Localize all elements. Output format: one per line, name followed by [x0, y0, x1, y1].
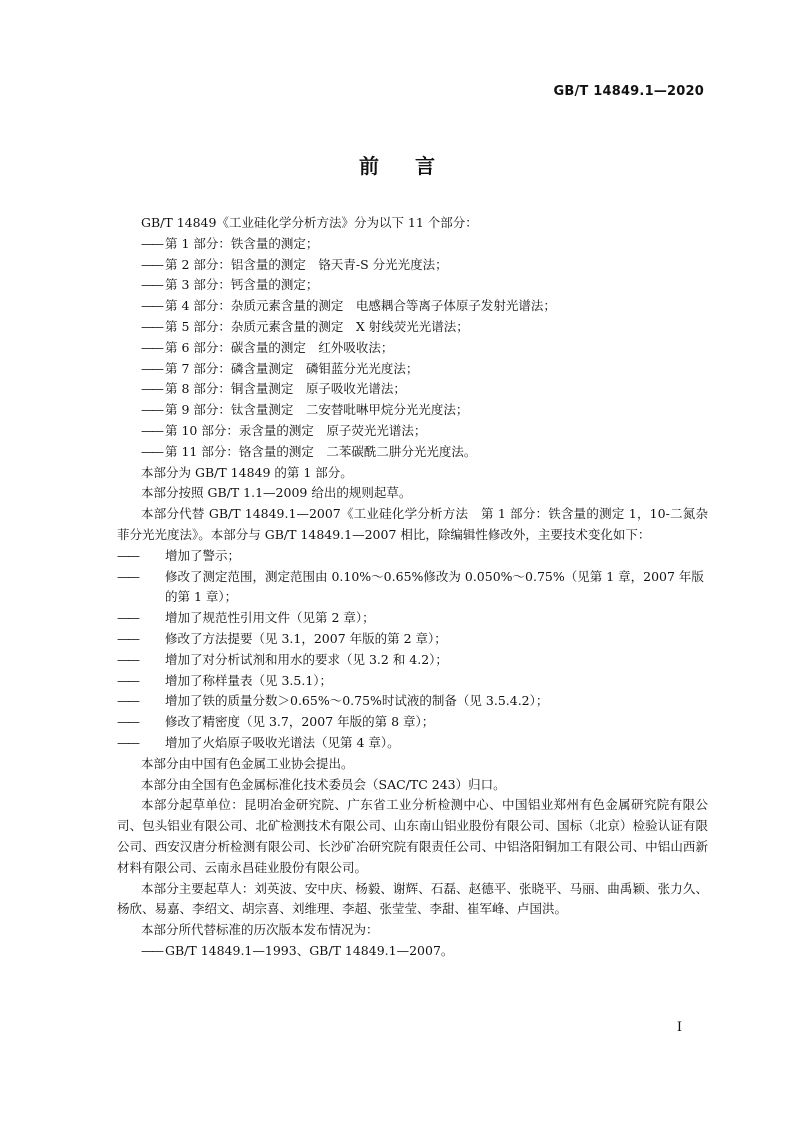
list-item: —— 增加了对分析试剂和用水的要求（见 3.2 和 4.2）； [117, 650, 708, 671]
dash-mark: —— [117, 568, 138, 584]
list-item: —— 第 7 部分：磷含量测定 磷钼蓝分光光度法； [117, 359, 708, 380]
list-item: —— 第 3 部分：钙含量的测定； [117, 275, 708, 296]
list-item: —— 增加了称样量表（见 3.5.1）； [117, 671, 708, 692]
list-item: —— 第 5 部分：杂质元素含量的测定 X 射线荧光光谱法； [117, 317, 708, 338]
parts-list [117, 234, 708, 463]
dash-mark: —— [141, 277, 162, 293]
dash-mark: —— [141, 381, 162, 397]
history-list [117, 941, 708, 962]
paragraph-drafters: 本部分主要起草人：刘英波、安中庆、杨毅、谢辉、石磊、赵德平、张晓平、马丽、曲禹颖、张力久、杨欣、易嘉、李绍文、胡宗喜、刘维理、李超、张莹莹、李甜、崔军峰、卢国洪。 [117, 880, 708, 917]
dash-mark: —— [141, 443, 162, 459]
paragraph-drafting-rules: 本部分按照 GB/T 1.1—2009 给出的规则起草。 [141, 485, 412, 501]
dash-mark: —— [141, 360, 162, 376]
paragraph-committee: 本部分由全国有色金属标准化技术委员会（SAC/TC 243）归口。 [141, 776, 506, 792]
dash-mark: —— [141, 942, 162, 958]
paragraph-part-number: 本部分为 GB/T 14849 的第 1 部分。 [141, 464, 353, 480]
page-number: I [676, 1020, 682, 1035]
page-title [0, 150, 794, 179]
list-item: —— 增加了火焰原子吸收光谱法（见第 4 章）。 [117, 733, 708, 754]
dash-mark: —— [117, 734, 138, 750]
list-item: —— 修改了精密度（见 3.7，2007 年版的第 8 章）； [117, 712, 708, 733]
dash-mark: —— [117, 547, 138, 563]
list-item: —— 第 4 部分：杂质元素含量的测定 电感耦合等离子体原子发射光谱法； [117, 296, 708, 317]
paragraph-drafting-units: 本部分起草单位：昆明冶金研究院、广东省工业分析检测中心、中国铝业郑州有色金属研究院有限公司、包头铝业有限公司、北矿检测技术有限公司、山东南山铝业股份有限公司、国标（北京）检验认证有限公司、西安汉唐分析检测有限公司、长沙矿冶研究院有限责任公司、中铝洛阳铜加工有限公司、中铝山西新材料有限公司、云南永昌硅业股份有限公司。 [117, 797, 708, 875]
paragraph-proposer: 本部分由中国有色金属工业协会提出。 [141, 755, 354, 771]
list-item: —— 增加了警示； [117, 546, 708, 567]
list-item: —— 第 10 部分：汞含量的测定 原子荧光光谱法； [117, 421, 708, 442]
list-item: —— 增加了铁的质量分数＞0.65%～0.75%时试液的制备（见 3.5.4.2）； [117, 691, 708, 712]
dash-mark: —— [117, 672, 138, 688]
changes-list [117, 546, 708, 754]
title-char-1: 前 [359, 154, 379, 178]
dash-mark: —— [141, 339, 162, 355]
dash-mark: —— [141, 318, 162, 334]
intro-paragraph: GB/T 14849《工业硅化学分析方法》分为以下 11 个部分： [141, 215, 478, 230]
dash-mark: —— [141, 402, 162, 418]
list-item: —— 修改了测定范围，测定范围由 0.10%～0.65%修改为 0.050%～0.75%（见第 1 章，2007 年版的第 1 章）； [117, 568, 704, 605]
list-item: —— 第 2 部分：铝含量的测定 铬天青-S 分光光度法； [117, 255, 708, 276]
dash-mark: —— [117, 693, 138, 709]
list-item: —— 第 11 部分：铬含量的测定 二苯碳酰二肼分光光度法。 [117, 442, 708, 463]
list-item: —— 第 8 部分：铜含量测定 原子吸收光谱法； [117, 379, 708, 400]
dash-mark: —— [141, 256, 162, 272]
list-item: —— 修改了方法提要（见 3.1，2007 年版的第 2 章）； [117, 629, 708, 650]
standard-number: GB/T 14849.1—2020 [553, 84, 704, 99]
dash-mark: —— [141, 298, 162, 314]
dash-mark: —— [141, 422, 162, 438]
list-item: —— 第 1 部分：铁含量的测定； [117, 234, 708, 255]
dash-mark: —— [141, 235, 162, 251]
list-item: —— 增加了规范性引用文件（见第 2 章）； [117, 608, 708, 629]
paragraph-replacement: 本部分代替 GB/T 14849.1—2007《工业硅化学分析方法 第 1 部分：铁含量的测定 1，10-二氮杂菲分光光度法》。本部分与 GB/T 14849.1—2007 相比，除编辑性修改外，主要技术变化如下： [117, 506, 708, 542]
list-item: —— 第 9 部分：钛含量测定 二安替吡啉甲烷分光光度法； [117, 400, 708, 421]
dash-mark: —— [117, 610, 138, 626]
dash-mark: —— [117, 714, 138, 730]
dash-mark: —— [117, 651, 138, 667]
title-char-2: 言 [415, 154, 435, 178]
foreword-body [117, 213, 708, 962]
list-item: —— 第 6 部分：碳含量的测定 红外吸收法； [117, 338, 708, 359]
paragraph-history-intro: 本部分所代替标准的历次版本发布情况为： [141, 922, 379, 938]
list-item: —— GB/T 14849.1—1993、GB/T 14849.1—2007。 [117, 941, 708, 962]
dash-mark: —— [117, 630, 138, 646]
